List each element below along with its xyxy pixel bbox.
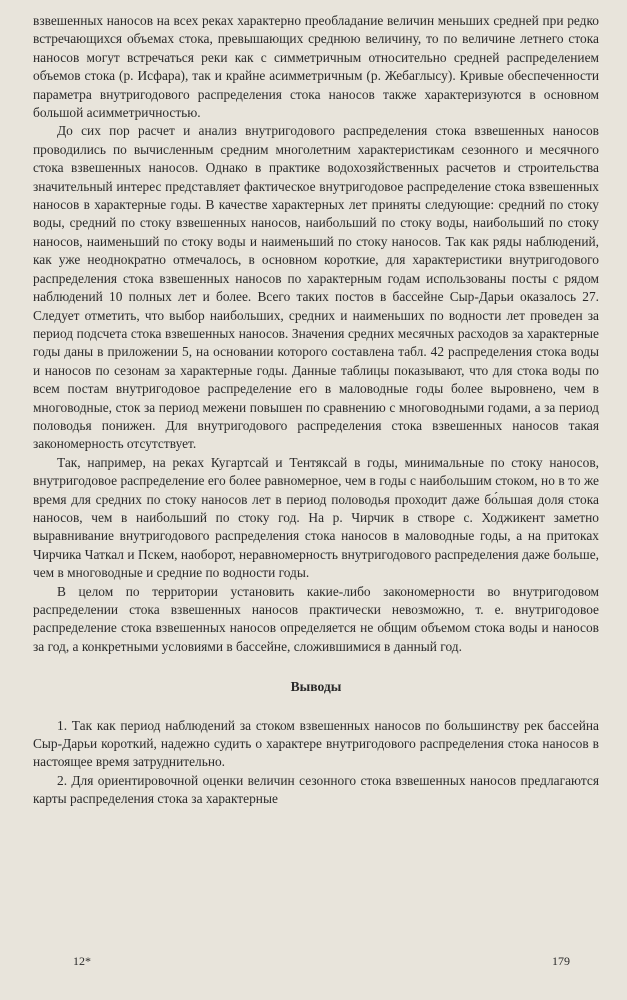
paragraph-continuation: взвешенных наносов на всех реках характерно преобладание величин меньших средней при редко встречающихся объемах стока, превышающих среднюю величину, то по величине летнего стока наносов могут встречаться реки как с симметричным относительно средней распределением объемов стока (р. Исфара), так и крайне асимметричным (р. Жебаглысу). Кривые обеспеченности параметра внутригодового распределения стока наносов также характеризуются в основном большой асимметричностью. <box>33 13 599 121</box>
paragraph-analysis: До сих пор расчет и анализ внутригодового распределения стока взвешенных наносов проводились по вычисленным средним многолетним характеристикам сезонного и месячного стока взвешенных наносов. Однако в практике водохозяйственных расчетов и строительства значительный интерес представляет фактическое внутригодовое распределение стока взвешенных наносов в характерные годы. В качестве характерных лет приняты следующие: средний по стоку воды, средний по стоку взвешенных наносов, наибольший по стоку воды, наибольший по стоку наносов, наименьший по стоку воды и наименьший по стоку наносов. Так как ряды наблюдений, как уже неоднократно отмечалось, в основном короткие, для характеристики внутригодового распределения стока взвешенных наносов по характерным годам использованы посты с рядом наблюдений 10 полных лет и более. Всего таких постов в бассейне Сыр-Дарьи оказалось 27. Следует отметить, что выбор наибольших, средних и наименьших по водности лет проведен за период подсчета стока взвешенных наносов. Значения средних месячных расходов за характерные годы даны в приложении 5, на основании которого составлена табл. 42 распределения стока воды и наносов по сезонам за характерные годы. Данные таблицы показывают, что для стока воды по всем постам внутригодовое распределение его в маловодные годы более выровнено, чем в многоводные, сток за период межени повышен по сравнению с многоводными годами, а за период половодья понижен. Для внутригодового распределения стока взвешенных наносов такая закономерность отсутствует. <box>33 123 599 452</box>
paragraph-example: Так, например, на реках Кугартсай и Тентяксай в годы, минимальные по стоку наносов, внутригодовое распределение его более равномерное, чем в годы с наибольшим стоком, но в то же время для средних по стоку наносов лет в период половодья проходит даже бо́льшая доля стока наносов, чем в наибольший по стоку год. На р. Чирчик в створе с. Ходжикент заметно выравнивание внутригодового распределения стока наносов в маловодные годы, а на притоках Чирчика Чаткал и Пскем, наоборот, неравномерность внутригодового распределения даже больше, чем в многоводные и средние по водности годы. <box>33 454 599 581</box>
body-text <box>33 12 599 809</box>
paragraph-summary: В целом по территории установить какие-либо закономерности во внутригодовом распределении стока взвешенных наносов практически невозможно, т. е. внутригодовое распределение стока взвешенных наносов определяется не общим объемом стока воды и наносов за год, а конкретными условиями в бассейне, сложившимися в данный год. <box>33 583 599 654</box>
conclusion-item: 1. Так как период наблюдений за стоком взвешенных наносов по большинству рек бассейна Сыр-Дарьи короткий, надежно судить о характере внутригодового распределения стока наносов в настоящее время затруднительно. <box>33 717 599 770</box>
page-number: 179 <box>552 954 570 968</box>
page-footer <box>0 954 627 974</box>
signature-mark: 12* <box>73 954 91 968</box>
section-heading: Выводы <box>290 679 342 695</box>
conclusion-item: 2. Для ориентировочной оценки величин сезонного стока взвешенных наносов предлагаются карты распределения стока за характерные <box>33 772 599 807</box>
